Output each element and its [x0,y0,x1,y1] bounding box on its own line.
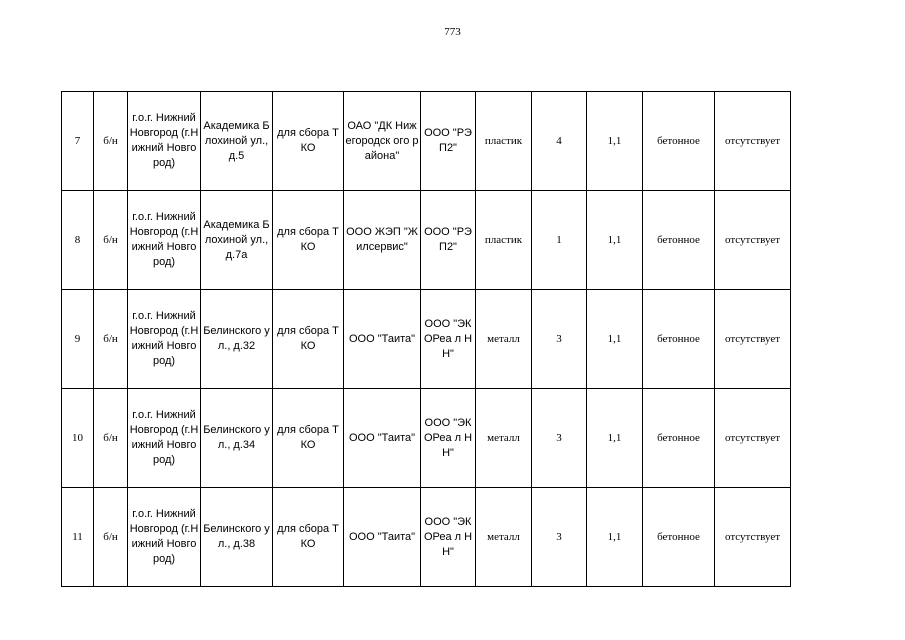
operator: ООО "ЭКОРеа л НН" [421,290,476,389]
address: Академика Блохиной ул., д.5 [201,92,273,191]
row-number: 7 [62,92,94,191]
waste-sites-table [61,91,791,587]
container-material: пластик [476,191,532,290]
fence-status: отсутствует [715,389,791,488]
container-volume: 1,1 [587,92,643,191]
container-count: 4 [532,92,587,191]
surface-type: бетонное [643,389,715,488]
owner: ООО "Таита" [344,389,421,488]
fence-status: отсутствует [715,92,791,191]
district: г.о.г. Нижний Новгород (г.Нижний Новгород) [128,389,201,488]
operator: ООО "РЭП2" [421,191,476,290]
fence-status: отсутствует [715,290,791,389]
operator: ООО "ЭКОРеа л НН" [421,389,476,488]
surface-type: бетонное [643,92,715,191]
operator: ООО "РЭП2" [421,92,476,191]
container-volume: 1,1 [587,290,643,389]
registry-number: б/н [94,389,128,488]
purpose: для сбора ТКО [273,389,344,488]
owner: ООО "Таита" [344,488,421,587]
purpose: для сбора ТКО [273,92,344,191]
operator: ООО "ЭКОРеа л НН" [421,488,476,587]
table-row [62,389,791,488]
table-row [62,290,791,389]
container-material: металл [476,488,532,587]
table-row [62,92,791,191]
surface-type: бетонное [643,488,715,587]
registry-number: б/н [94,92,128,191]
district: г.о.г. Нижний Новгород (г.Нижний Новгород) [128,488,201,587]
container-material: металл [476,389,532,488]
owner: ООО "Таита" [344,290,421,389]
fence-status: отсутствует [715,488,791,587]
row-number: 10 [62,389,94,488]
address: Белинского ул., д.34 [201,389,273,488]
owner: ОАО "ДК Нижегородск ого района" [344,92,421,191]
container-material: пластик [476,92,532,191]
purpose: для сбора ТКО [273,488,344,587]
registry-number: б/н [94,290,128,389]
container-count: 3 [532,290,587,389]
address: Академика Блохиной ул., д.7а [201,191,273,290]
fence-status: отсутствует [715,191,791,290]
district: г.о.г. Нижний Новгород (г.Нижний Новгород) [128,92,201,191]
table-row [62,488,791,587]
container-material: металл [476,290,532,389]
purpose: для сбора ТКО [273,191,344,290]
page-number: 773 [444,26,461,38]
purpose: для сбора ТКО [273,290,344,389]
row-number: 8 [62,191,94,290]
surface-type: бетонное [643,290,715,389]
container-volume: 1,1 [587,191,643,290]
district: г.о.г. Нижний Новгород (г.Нижний Новгород) [128,191,201,290]
row-number: 11 [62,488,94,587]
container-volume: 1,1 [587,389,643,488]
container-count: 3 [532,488,587,587]
container-count: 1 [532,191,587,290]
registry-number: б/н [94,191,128,290]
row-number: 9 [62,290,94,389]
registry-number: б/н [94,488,128,587]
container-count: 3 [532,389,587,488]
surface-type: бетонное [643,191,715,290]
owner: ООО ЖЭП "Жилсервис" [344,191,421,290]
container-volume: 1,1 [587,488,643,587]
district: г.о.г. Нижний Новгород (г.Нижний Новгород) [128,290,201,389]
address: Белинского ул., д.32 [201,290,273,389]
address: Белинского ул., д.38 [201,488,273,587]
table-row [62,191,791,290]
